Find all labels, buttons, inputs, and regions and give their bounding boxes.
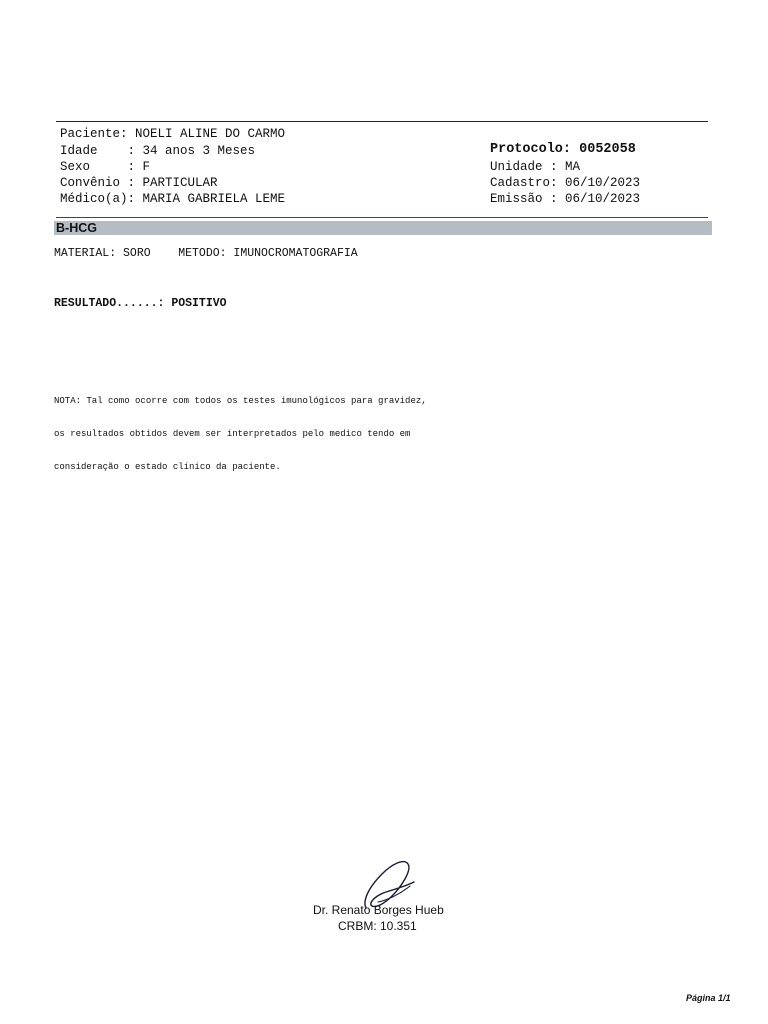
note-line: os resultados obtidos devem ser interpretados pelo medico tendo em [54,429,411,439]
issue-date: Emissão : 06/10/2023 [490,192,641,206]
signer-crbm: CRBM: 10.351 [338,919,417,933]
exam-note [54,374,427,484]
patient-age: Idade : 34 anos 3 Meses [60,144,256,158]
exam-section-bar [54,221,712,235]
patient-name: Paciente: NOELI ALINE DO CARMO [60,127,286,141]
header-top-rule [56,121,708,122]
protocol-number: Protocolo: 0052058 [490,142,636,157]
material-method: MATERIAL: SORO METODO: IMUNOCROMATOGRAFIA [54,247,358,260]
note-line: NOTA: Tal como ocorre com todos os testes imunológicos para gravidez, [54,396,427,406]
exam-result: RESULTADO......: POSITIVO [54,297,227,310]
patient-sex: Sexo : F [60,160,151,174]
signer-name: Dr. Renato Borges Hueb [313,903,444,917]
note-line: consideração o estado clínico da paciente. [54,462,281,472]
page-number: Página 1/1 [686,993,731,1003]
exam-title: B-HCG [56,221,97,235]
unit: Unidade : MA [490,160,581,174]
header-bottom-rule [56,217,708,218]
registration-date: Cadastro: 06/10/2023 [490,176,641,190]
patient-insurance: Convênio : PARTICULAR [60,176,218,190]
requesting-doctor: Médico(a): MARIA GABRIELA LEME [60,192,286,206]
